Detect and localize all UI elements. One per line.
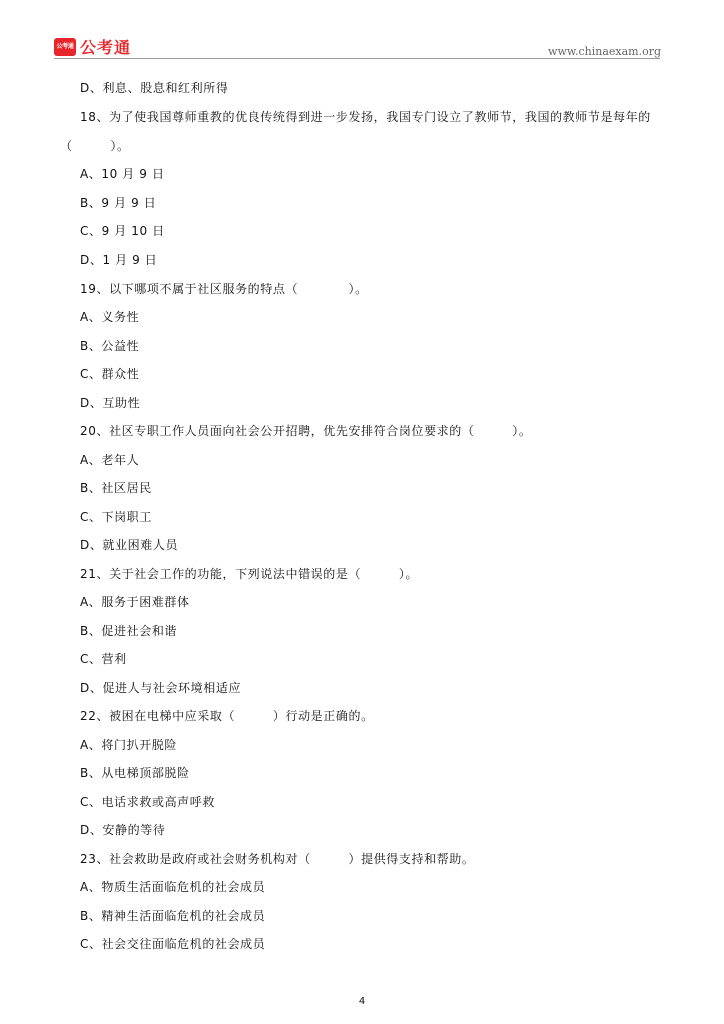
option-line: A、物质生活面临危机的社会成员 [80,880,266,894]
option-line: D、互助性 [80,396,141,410]
page-number: 4 [358,996,366,1007]
question-line: 20、社区专职工作人员面向社会公开招聘，优先安排符合岗位要求的（ ）。 [80,424,532,438]
question-line: 22、被困在电梯中应采取（ ）行动是正确的。 [80,709,374,723]
option-line: B、社区居民 [80,481,152,495]
option-line: C、电话求救或高声呼救 [80,795,215,809]
option-line: C、营利 [80,652,127,666]
question-line: （ ）。 [60,139,130,153]
option-line: D、就业困难人员 [80,538,179,552]
question-line: 23、社会救助是政府或社会财务机构对（ ）提供得支持和帮助。 [80,852,475,866]
option-line: B、促进社会和谐 [80,624,178,638]
option-line: B、精神生活面临危机的社会成员 [80,909,266,923]
option-line: D、促进人与社会环境相适应 [80,681,242,695]
question-line: 19、以下哪项不属于社区服务的特点（ ）。 [80,282,368,296]
option-line: A、老年人 [80,453,140,467]
logo-text: 公考通 [80,38,132,57]
option-line: A、服务于困难群体 [80,595,190,609]
option-line: A、10 月 9 日 [80,167,165,181]
option-line: A、将门扒开脱险 [80,738,178,752]
option-line: B、从电梯顶部脱险 [80,766,190,780]
header-divider [54,58,660,59]
option-line: D、利息、股息和红利所得 [80,81,229,95]
option-line: D、安静的等待 [80,823,166,837]
option-line: C、社会交往面临危机的社会成员 [80,937,266,951]
option-line: C、9 月 10 日 [80,224,165,238]
question-line: 18、为了使我国尊师重教的优良传统得到进一步发扬，我国专门设立了教师节，我国的教师节是每年的 [80,110,651,124]
option-line: B、9 月 9 日 [80,196,157,210]
logo-badge: 公考通 [54,38,76,56]
page-header [0,0,724,60]
logo [54,35,131,58]
option-line: C、群众性 [80,367,140,381]
option-line: C、下岗职工 [80,510,152,524]
option-line: A、义务性 [80,310,140,324]
option-line: B、公益性 [80,339,140,353]
question-line: 21、关于社会工作的功能，下列说法中错误的是（ ）。 [80,567,419,581]
option-line: D、1 月 9 日 [80,253,158,267]
site-url: www.chinaexam.org [548,45,661,58]
